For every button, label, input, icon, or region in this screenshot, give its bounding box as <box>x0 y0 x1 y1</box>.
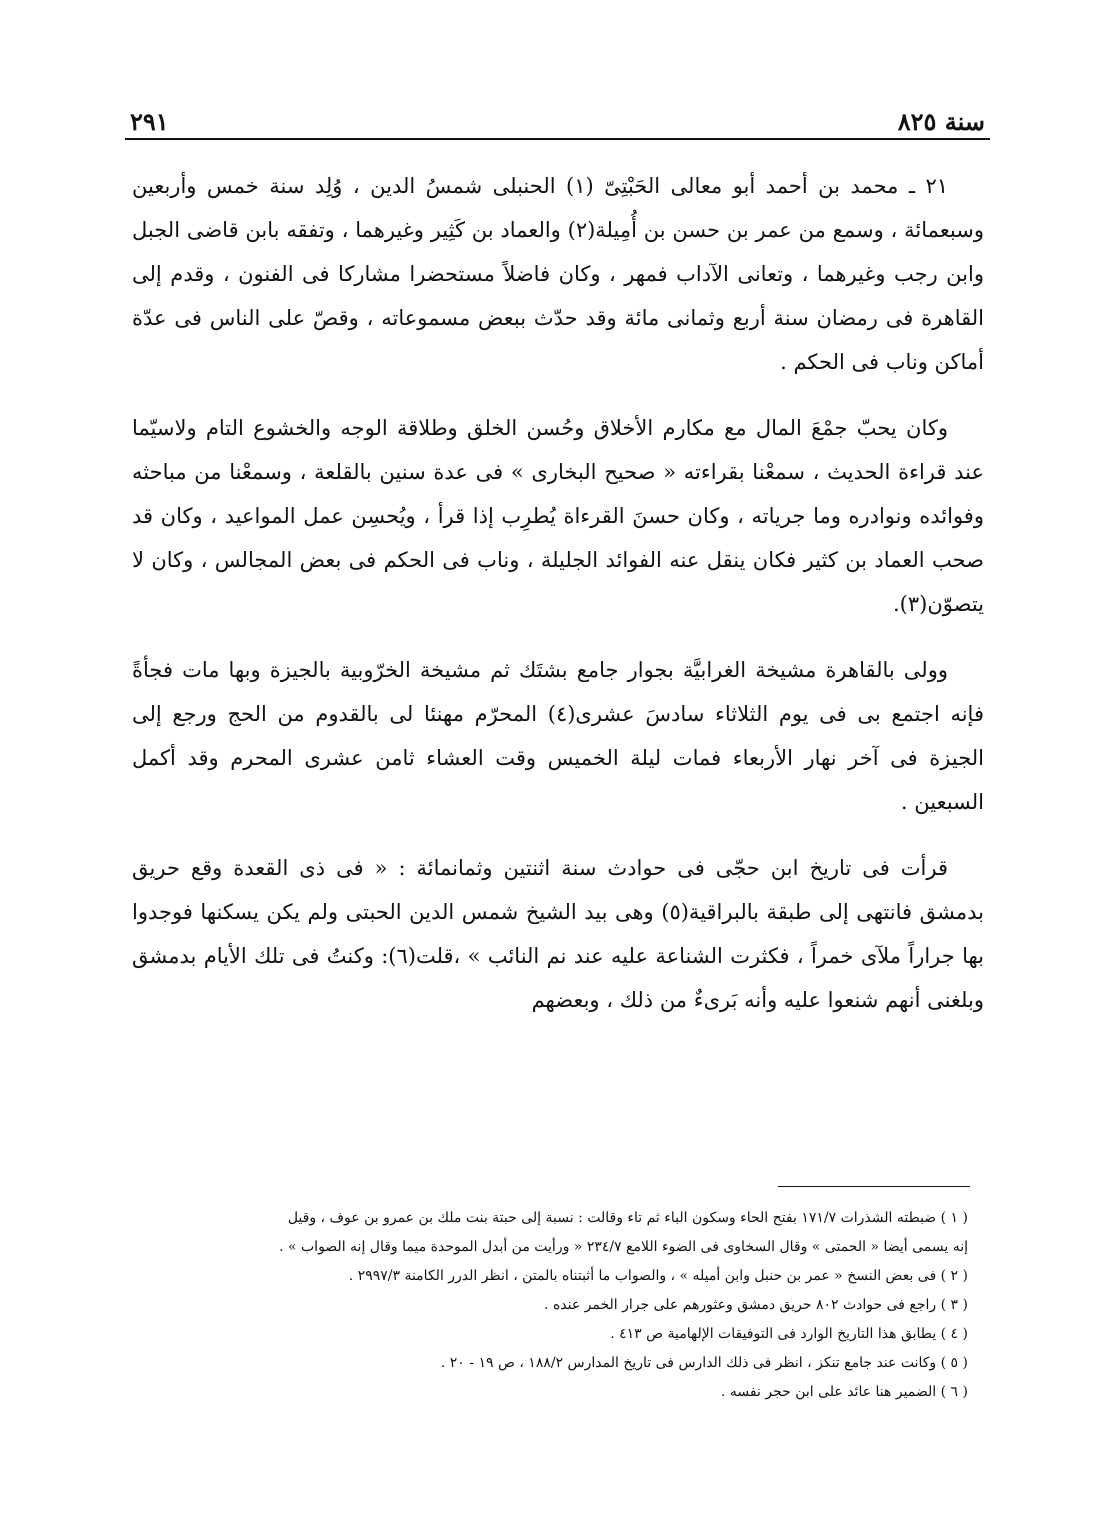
page-number: ٢٩١ <box>130 107 169 136</box>
paragraph-biography-entry: ٢١ ـ محمد بن أحمد أبو معالى الحَبْتِىّ (١) الحنبلى شمسُ الدين ، وُلِد سنة خمس وأربعين وسبعمائة ، وسمع من عمر بن حسن بن أُمِيلة(٢) والعماد بن كَثِير وغيرهما ، وتفقه بابن قاضى الجبل وابن رجب وغيرهما ، وتعانى الآداب فمهر ، وكان فاضلاً مستحضرا مشاركا فى الفنون ، وقدم إلى القاهرة فى رمضان سنة أربع وثمانى مائة وقد حدّث ببعض مسموعاته ، وقصّ على الناس فى عدّة أماكن وناب فى الحكم . <box>132 174 984 374</box>
footnote-4: ( ٤ ) يطابق هذا التاريخ الوارد فى التوفيقات الإلهامية ص ٤١٣ . <box>610 1326 968 1342</box>
footnote-3: ( ٣ ) راجع فى حوادث ٨٠٢ حريق دمشق وعثورهم على جرار الخمر عنده . <box>544 1297 968 1313</box>
running-header <box>130 96 985 136</box>
footnote-1: ( ١ ) ضبطته الشذرات ١٧١/٧ بفتح الحاء وسكون الباء ثم تاء وقالت : نسبة إلى حبتة بنت ملك بن عمرو بن عوف ، وقيل <box>287 1210 968 1226</box>
footnote-divider <box>778 1186 970 1187</box>
header-divider <box>125 138 990 140</box>
paragraph-quotation: قرأت فى تاريخ ابن حجّى فى حوادث سنة اثنتين وثمانمائة : « فى ذى القعدة وقع حريق بدمشق فانتهى إلى طبقة بالبراقية(٥) وهى بيد الشيخ شمس الدين الحبتى ولم يكن يسكنها فوجدوا بها جراراً ملآى خمراً ، فكثرت الشناعة عليه عند نم النائب » ،قلت(٦): وكنتُ فى تلك الأيام بدمشق وبلغنى أنهم شنعوا عليه وأنه بَرىءٌ من ذلك ، وبعضهم <box>132 856 984 1012</box>
running-header-year: سنة ٨٢٥ <box>897 107 985 136</box>
footnote-5: ( ٥ ) وكانت عند جامع تنكز ، انظر فى ذلك الدارس فى تاريخ المدارس ١٨٨/٢ ، ص ١٩ - ٢٠ . <box>440 1355 968 1371</box>
footnote-1-continued: إنه يسمى أيضا « الحمتى » وقال السخاوى فى الضوء اللامع ٢٣٤/٧ « ورأيت من أبدل الموحدة ميما وقال إنه الصواب » . <box>279 1239 968 1255</box>
main-text <box>132 164 984 1044</box>
footnotes <box>132 1204 968 1407</box>
paragraph-death: وولى بالقاهرة مشيخة الغرابيَّة بجوار جامع بشتَك ثم مشيخة الخرّوبية بالجيزة وبها مات فجأةً فإنه اجتمع بى فى يوم الثلاثاء سادسَ عشرى(٤) المحرّم مهنئا لى بالقدوم من الحج ورجع إلى الجيزة فى آخر نهار الأربعاء فمات ليلة الخميس وقت العشاء ثامن عشرى المحرم وقد أكمل السبعين . <box>132 658 984 814</box>
paragraph-character: وكان يحبّ جمْعَ المال مع مكارم الأخلاق وحُسن الخلق وطلاقة الوجه والخشوع التام ولاسيّما عند قراءة الحديث ، سمعْنا بقراءته « صحيح البخارى » فى عدة سنين بالقلعة ، وسمعْنا من مباحثه وفوائده ونوادره وما جرياته ، وكان حسنَ القرءاة يُطرِب إذا قرأ ، ويُحسِن عمل المواعيد ، وكان قد صحب العماد بن كثير فكان ينقل عنه الفوائد الجليلة ، وناب فى الحكم فى بعض المجالس ، وكان لا يتصوّن(٣). <box>132 416 984 616</box>
footnote-2: ( ٢ ) فى بعض النسخ « عمر بن حنبل وابن أميله » ، والصواب ما أثبتناه بالمتن ، انظر الدرر الكامنة ٢٩٩٧/٣ . <box>348 1268 968 1284</box>
footnote-6: ( ٦ ) الضمير هنا عائد على ابن حجر نفسه . <box>721 1384 968 1400</box>
